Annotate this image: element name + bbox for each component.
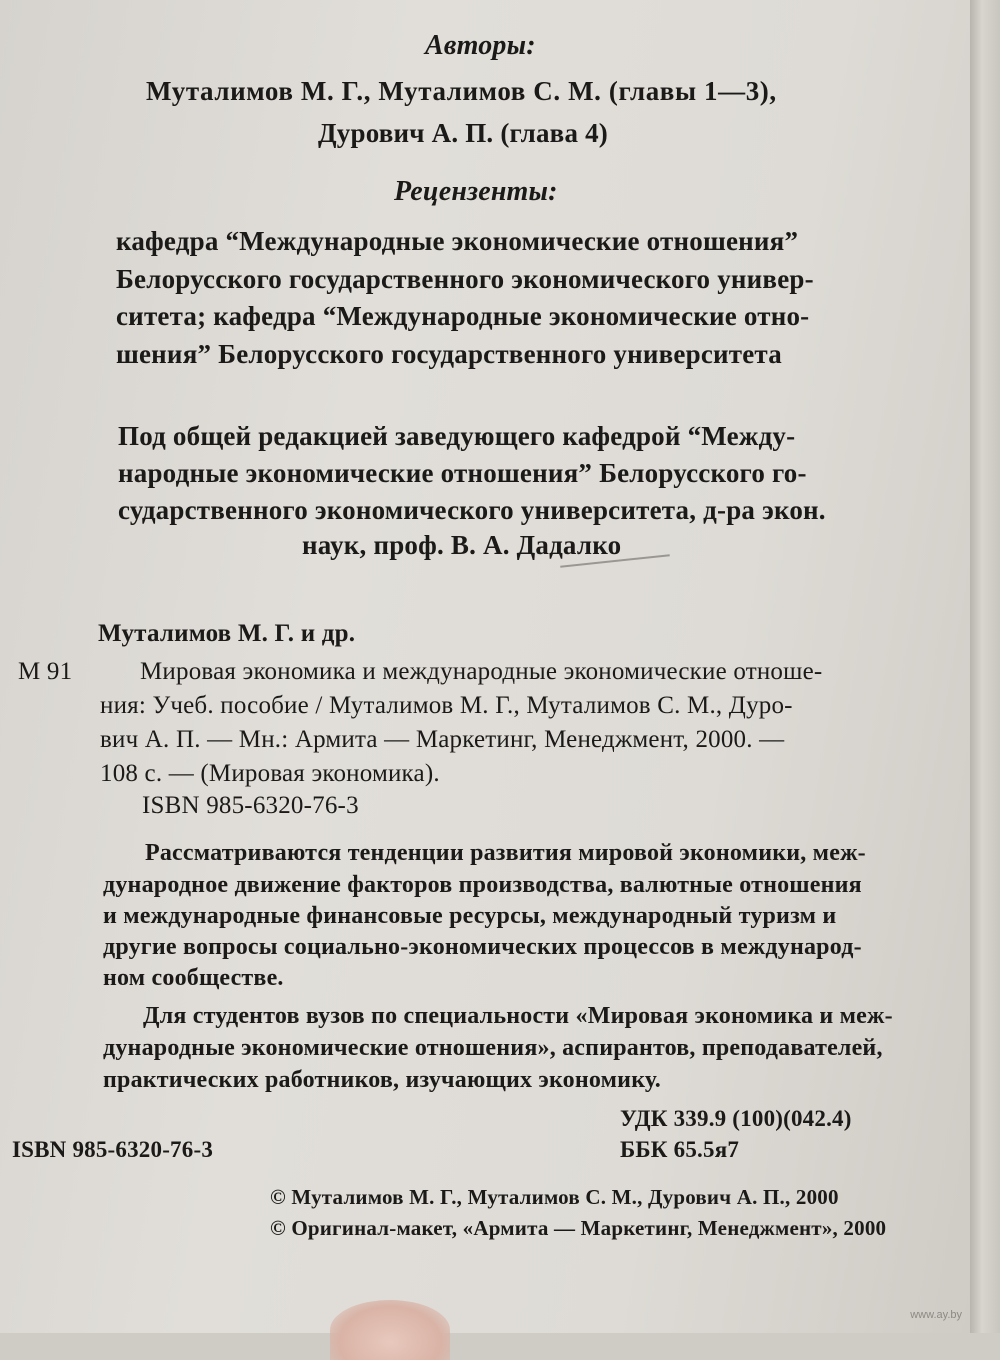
- catalog-isbn: ISBN 985-6320-76-3: [142, 792, 359, 819]
- editor-line-3: сударственного экономического университета, д-ра экон.: [118, 495, 826, 525]
- catalog-line-1: Мировая экономика и международные экономические отноше-: [140, 658, 823, 685]
- reviewers-heading: Рецензенты:: [394, 176, 558, 207]
- annotation-p1-line-5: ном сообществе.: [103, 965, 284, 991]
- authors-heading: Авторы:: [425, 30, 536, 61]
- reviewers-line-1: кафедра “Международные экономические отношения”: [116, 226, 799, 256]
- reviewers-line-2: Белорусского государственного экономического универ-: [116, 264, 814, 294]
- authors-line-2: Дурович А. П. (глава 4): [318, 118, 608, 148]
- annotation-p1-line-2: дународное движение факторов производства, валютные отношения: [103, 872, 862, 898]
- reviewers-line-4: шения” Белорусского государственного университета: [116, 339, 782, 369]
- footer-bbk: ББК 65.5я7: [620, 1137, 740, 1162]
- annotation-p1-line-3: и международные финансовые ресурсы, международный туризм и: [103, 903, 837, 929]
- authors-line-1: Муталимов М. Г., Муталимов С. М. (главы 1—3),: [146, 76, 777, 106]
- thumb-fingertip: [330, 1300, 450, 1360]
- annotation-p1-line-1: Рассматриваются тенденции развития мировой экономики, меж-: [145, 840, 866, 866]
- page-edge: [970, 0, 1000, 1333]
- annotation-p1-line-4: другие вопросы социально-экономических процессов в международ-: [103, 934, 862, 960]
- catalog-line-4: 108 с. — (Мировая экономика).: [100, 760, 440, 787]
- annotation-p2-line-1: Для студентов вузов по специальности «Мировая экономика и меж-: [143, 1003, 893, 1029]
- footer-copyright-1: © Муталимов М. Г., Муталимов С. М., Дурович А. П., 2000: [270, 1185, 839, 1209]
- reviewers-line-3: ситета; кафедра “Международные экономические отно-: [116, 301, 810, 331]
- footer-copyright-2: © Оригинал-макет, «Армита — Маркетинг, Менеджмент», 2000: [270, 1216, 887, 1240]
- catalog-author-heading: Муталимов М. Г. и др.: [98, 620, 356, 647]
- footer-udk: УДК 339.9 (100)(042.4): [620, 1106, 852, 1131]
- catalog-line-2: ния: Учеб. пособие / Муталимов М. Г., Муталимов С. М., Дуро-: [100, 692, 793, 719]
- editor-line-1: Под общей редакцией заведующего кафедрой “Между-: [118, 421, 796, 451]
- footer-isbn: ISBN 985-6320-76-3: [12, 1137, 214, 1162]
- annotation-p2-line-3: практических работников, изучающих экономику.: [103, 1067, 661, 1093]
- editor-line-2: народные экономические отношения” Белорусского го-: [118, 458, 807, 488]
- catalog-code: М 91: [18, 658, 73, 685]
- watermark: www.ay.by: [910, 1309, 962, 1321]
- catalog-line-3: вич А. П. — Мн.: Армита — Маркетинг, Менеджмент, 2000. —: [100, 726, 785, 753]
- editor-line-4: наук, проф. В. А. Дадалко: [302, 530, 622, 560]
- annotation-p2-line-2: дународные экономические отношения», аспирантов, преподавателей,: [103, 1035, 883, 1061]
